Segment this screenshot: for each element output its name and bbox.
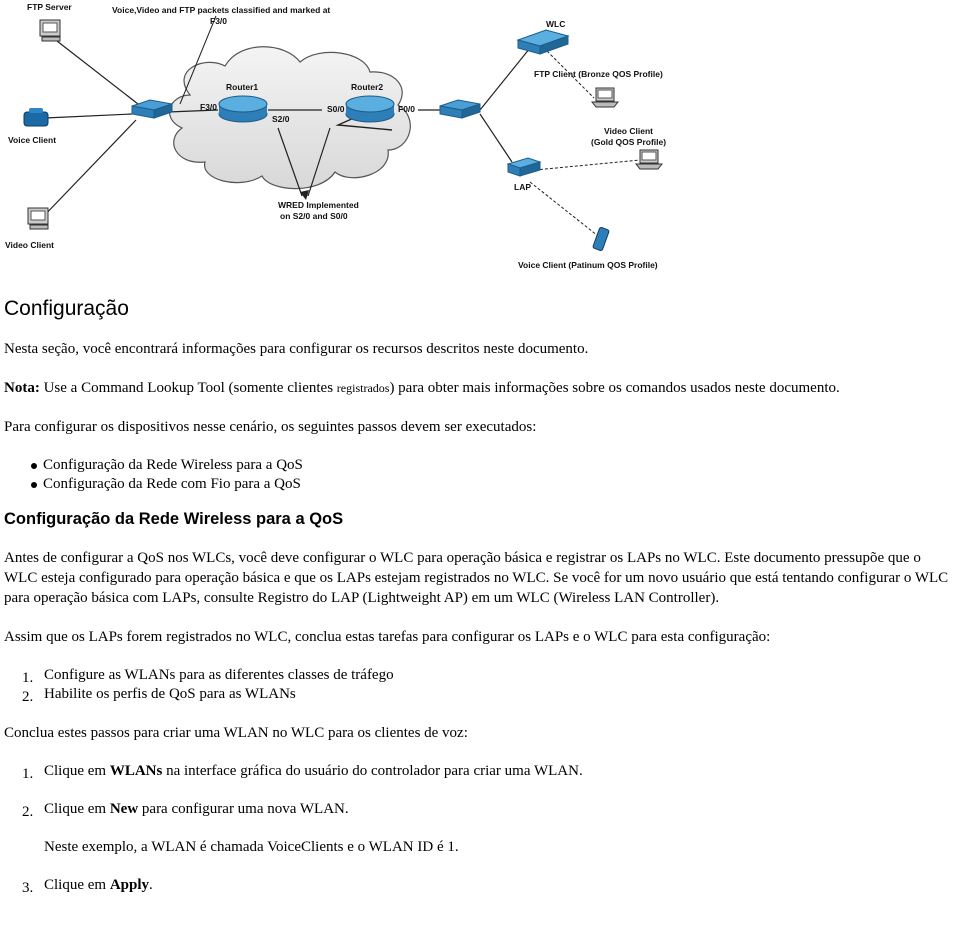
tasks-intro: Assim que os LAPs forem registrados no WLC, conclua estas tarefas para configurar os LAPs e o WLC para esta configuração: (4, 629, 771, 645)
wlans-term: WLANs (109, 763, 163, 779)
label-voice-client-platinum: Voice Client (Patinum QOS Profile) (518, 260, 658, 270)
note-text-a: Use a Command Lookup Tool (somente clientes (39, 380, 337, 396)
label-if-f30: F3/0 (200, 102, 218, 112)
config-list (4, 456, 956, 494)
lap-icon (508, 158, 540, 176)
step-item (4, 800, 956, 857)
intro-paragraph: Nesta seção, você encontrará informações para configurar os recursos descritos neste documento. (4, 341, 589, 357)
step-note: Neste exemplo, a WLAN é chamada VoiceClients e o WLAN ID é 1. (44, 839, 459, 855)
label-ftp-client: FTP Client (Bronze QOS Profile) (534, 69, 663, 79)
item-text: Habilite os perfis de QoS para as WLANs (44, 686, 296, 702)
item-number: 2. (22, 804, 34, 820)
note-registered-link[interactable]: registrados (336, 381, 390, 395)
list-item (4, 685, 956, 704)
video-client-pc-icon (28, 208, 48, 229)
label-router1: Router1 (226, 82, 259, 92)
step-text: na interface gráfica do usuário do controlador para criar uma WLAN. (162, 763, 583, 779)
item-number: 1. (22, 670, 34, 686)
label-wlc: WLC (546, 19, 566, 29)
network-diagram (0, 0, 670, 272)
step-item (4, 762, 956, 781)
voice-client-wireless-phone-icon (593, 227, 610, 251)
label-video-client-gold-1: Video Client (604, 126, 653, 136)
switch-left-icon (132, 100, 172, 118)
router1-icon (219, 96, 267, 122)
label-lap: LAP (514, 182, 531, 192)
list-item (4, 666, 956, 685)
note-label: Nota: (4, 380, 40, 396)
step-text: . (149, 877, 153, 893)
list-item[interactable] (4, 456, 956, 475)
step-item (4, 876, 956, 895)
wlan-steps-intro: Conclua estes passos para criar uma WLAN no WLC para os clientes de voz: (4, 725, 468, 741)
steps-intro: Para configurar os dispositivos nesse cenário, os seguintes passos devem ser executados: (4, 419, 537, 435)
label-video-client: Video Client (5, 240, 54, 250)
label-caption-f30: F3/0 (210, 16, 228, 26)
label-router2: Router2 (351, 82, 384, 92)
label-wred-1: WRED Implemented (278, 200, 359, 210)
tasks-list (4, 666, 956, 704)
label-caption-top: Voice,Video and FTP packets classified and marked at (112, 5, 331, 15)
bullet-icon (31, 463, 37, 469)
network-diagram-svg (0, 0, 670, 272)
switch-right-icon (440, 100, 480, 118)
apply-term: Apply (109, 877, 150, 893)
bullet-icon (31, 482, 37, 488)
step-text: Clique em (44, 877, 110, 893)
list-item-label: Configuração da Rede com Fio para a QoS (43, 476, 301, 492)
label-wred-2: on S2/0 and S0/0 (280, 211, 348, 221)
video-client-laptop-icon (636, 150, 662, 169)
ftp-client-laptop-icon (592, 88, 618, 107)
step-text: Clique em (44, 763, 110, 779)
router2-icon (346, 96, 394, 122)
document-body (4, 296, 956, 914)
list-item[interactable] (4, 475, 956, 494)
label-if-s00: S0/0 (327, 104, 345, 114)
item-number: 3. (22, 880, 34, 896)
label-voice-client: Voice Client (8, 135, 57, 145)
wlan-steps-list (4, 762, 956, 895)
voice-client-phone-icon (24, 108, 48, 126)
list-item-label: Configuração da Rede Wireless para a QoS (43, 457, 303, 473)
step-text: para configurar uma nova WLAN. (138, 801, 349, 817)
section-title: Configuração (4, 297, 129, 320)
note-text-b: ) para obter mais informações sobre os comandos usados neste documento. (389, 380, 840, 396)
label-if-f00: F0/0 (398, 104, 416, 114)
step-text: Clique em (44, 801, 110, 817)
item-number: 2. (22, 689, 34, 705)
wlc-icon (518, 30, 568, 54)
new-term: New (109, 801, 139, 817)
prerequisite-paragraph: Antes de configurar a QoS nos WLCs, você deve configurar o WLC para operação básica e registrar os LAPs no WLC. Este documento pressupõe que o WLC esteja configurado para operação básica e que os LAPs estejam registrados no WLC. Se você for um novo usuário que está tentando configurar o WLC para operação básica com LAPs, consulte Registro do LAP (Lightweight AP) em um WLC (Wireless LAN Controller). (4, 550, 949, 606)
ftp-server-icon (40, 20, 60, 41)
item-number: 1. (22, 766, 34, 782)
label-if-s20: S2/0 (272, 114, 290, 124)
label-ftp-server: FTP Server (27, 2, 72, 12)
item-text: Configure as WLANs para as diferentes classes de tráfego (44, 667, 394, 683)
subsection-title: Configuração da Rede Wireless para a QoS (4, 510, 344, 528)
label-video-client-gold-2: (Gold QOS Profile) (591, 137, 667, 147)
note-paragraph (4, 378, 956, 398)
